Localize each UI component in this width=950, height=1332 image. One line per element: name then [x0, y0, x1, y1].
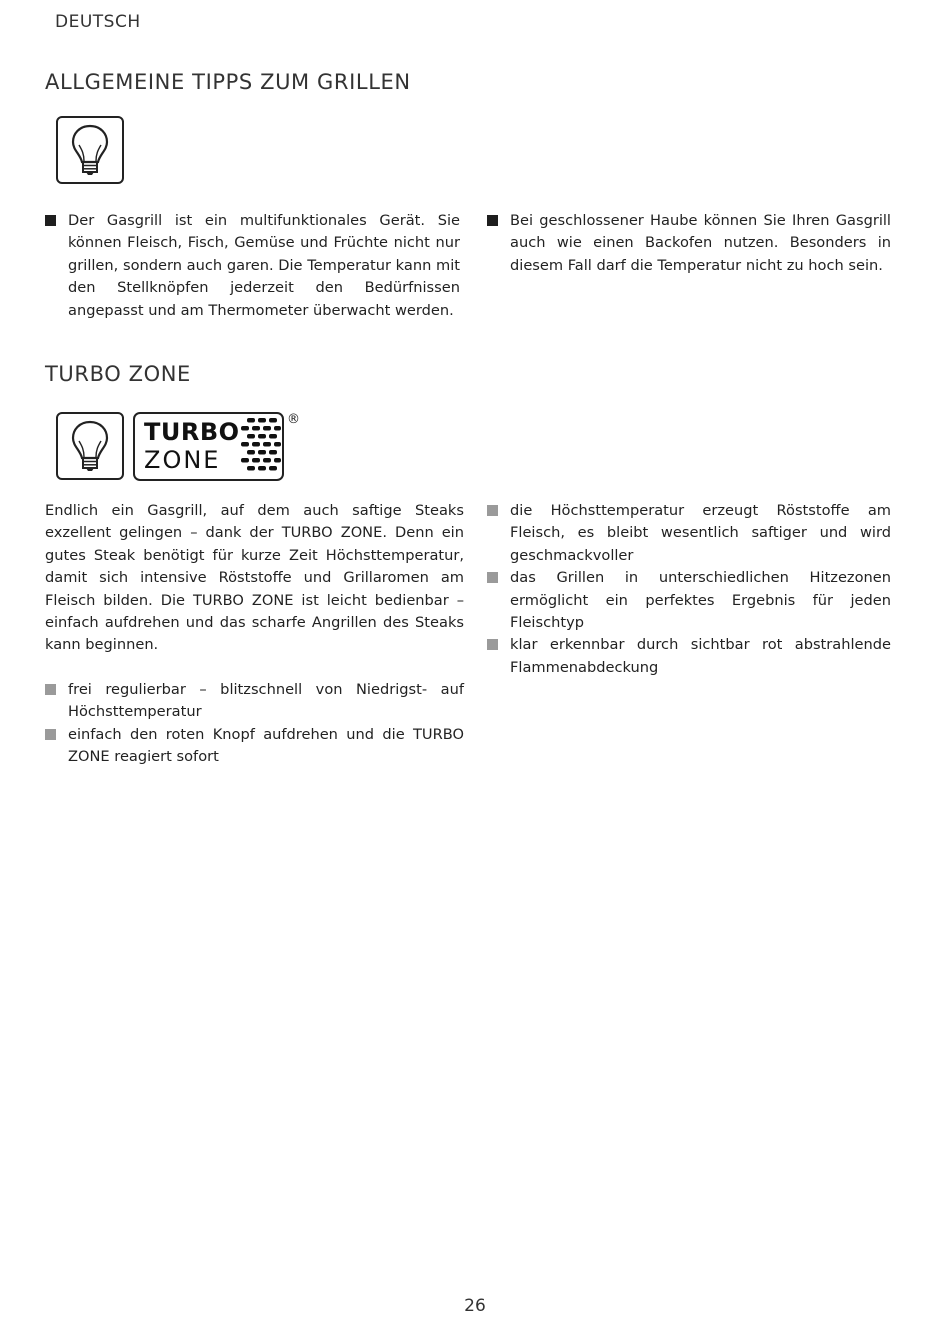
bullet-item: [487, 567, 891, 634]
bullet-square-icon: [45, 215, 56, 226]
bullet-text: Bei geschlossener Haube können Sie Ihren Gasgrill auch wie einen Backofen nutzen. Besonders in diesem Fall darf die Temperatur nicht zu hoch sein.: [510, 212, 891, 274]
turbo-zone-logo-line1: TURBO: [144, 418, 240, 446]
bullet-text: frei regulierbar – blitzschnell von Niedrigst- auf Höchsttemperatur: [68, 680, 464, 721]
section2-left-column: [45, 500, 464, 768]
bullet-square-icon: [45, 729, 56, 740]
flame-grid-icon: [240, 416, 282, 478]
registered-mark: ®: [287, 412, 300, 427]
bullet-item: [487, 500, 891, 567]
bullet-square-icon: [487, 639, 498, 650]
bullet-text: Der Gasgrill ist ein multifunktionales Gerät. Sie können Fleisch, Fisch, Gemüse und Früchte nicht nur grillen, sondern auch garen. Die Temperatur kann mit den Stellknöpfen jederzeit den Bedürfnissen angepasst und am Thermometer überwacht werden.: [68, 212, 460, 319]
lightbulb-icon: [56, 412, 124, 480]
section-title-turbo-zone: TURBO ZONE: [45, 362, 191, 386]
bullet-text: einfach den roten Knopf aufdrehen und die TURBO ZONE reagiert sofort: [68, 725, 464, 766]
bullet-item: [45, 210, 460, 322]
bullet-item: [487, 210, 891, 277]
bullet-square-icon: [487, 505, 498, 516]
turbo-zone-intro: Endlich ein Gasgrill, auf dem auch saftige Steaks exzellent gelingen – dank der TURBO ZONE. Denn ein gutes Steak benötigt für kurze Zeit Höchsttemperatur, damit sich intensive Röststoffe und Grillaromen am Fleisch bilden. Die TURBO ZONE ist leicht bedienbar – einfach aufdrehen und das scharfe Angrillen des Steaks kann beginnen.: [45, 502, 464, 654]
bullet-item: [487, 634, 891, 679]
section-title-grill-tips: ALLGEMEINE TIPPS ZUM GRILLEN: [45, 70, 411, 94]
section2-right-column: [487, 500, 891, 679]
section1-right-column: [487, 210, 891, 277]
bullet-item: [45, 724, 464, 769]
bullet-square-icon: [487, 215, 498, 226]
bullet-square-icon: [45, 684, 56, 695]
page-number: 26: [464, 1296, 486, 1316]
turbo-zone-logo: [133, 412, 284, 481]
bullet-text: das Grillen in unterschiedlichen Hitzezonen ermöglicht ein perfektes Ergebnis für jeden Fleischtyp: [510, 569, 891, 632]
turbo-zone-logo-line2: ZONE: [144, 446, 221, 474]
bullet-text: klar erkennbar durch sichtbar rot abstrahlende Flammenabdeckung: [510, 636, 891, 676]
lightbulb-icon: [56, 116, 124, 184]
bullet-text: die Höchsttemperatur erzeugt Röststoffe am Fleisch, es bleibt wesentlich saftiger und wird geschmackvoller: [510, 502, 891, 564]
section1-left-column: [45, 210, 460, 322]
bullet-square-icon: [487, 572, 498, 583]
language-label: DEUTSCH: [55, 12, 141, 32]
bullet-item: [45, 679, 464, 724]
